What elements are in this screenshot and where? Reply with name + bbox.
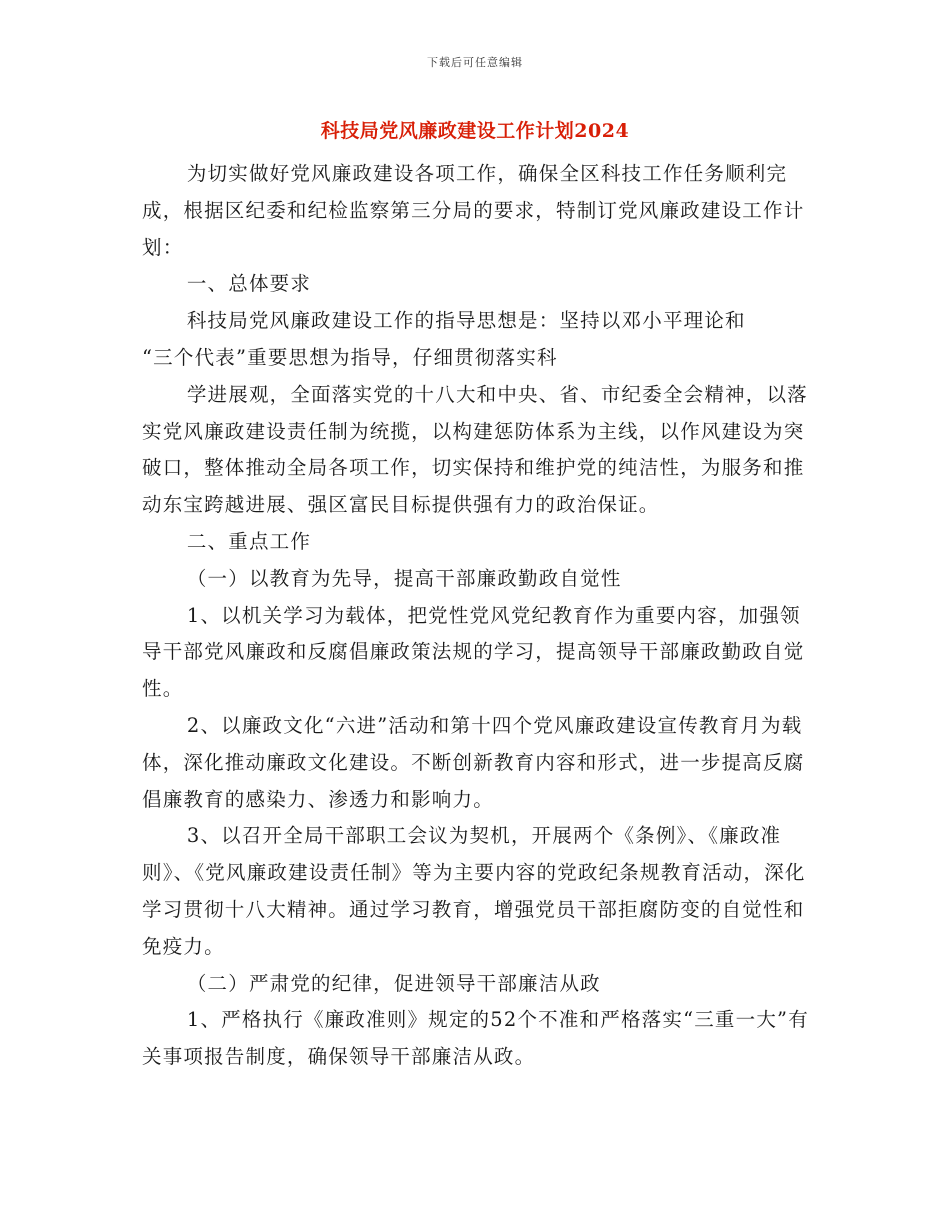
paragraph-item-2: 2、以廉政文化“六进”活动和第十四个党风廉政建设宣传教育月为载体，深化推动廉政文化建设。不断创新教育内容和形式，进一步提高反腐倡廉教育的感染力、渗透力和影响力。 [142, 713, 805, 811]
header-note: 下载后可任意编辑 [427, 56, 523, 69]
section-heading-overall-requirements: 一、总体要求 [186, 272, 312, 296]
paragraph-item-1: 1、以机关学习为载体，把党性党风党纪教育作为重要内容，加强领导干部党风廉政和反腐倡廉政策法规的学习，提高领导干部廉政勤政自觉性。 [142, 603, 805, 701]
section-heading-key-work: 二、重点工作 [186, 529, 312, 553]
paragraph-discipline-item-1: 1、严格执行《廉政准则》规定的52个不准和严格落实“三重一大”有关事项报告制度，确保领导干部廉洁从政。 [142, 1008, 809, 1069]
subsection-heading-education: （一）以教育为先导，提高干部廉政勤政自觉性 [186, 566, 622, 590]
document-title: 科技局党风廉政建设工作计划2024 [320, 120, 630, 142]
paragraph-item-3: 3、以召开全局干部职工会议为契机，开展两个《条例》、《廉政准则》、《党风廉政建设责任制》等为主要内容的党政纪条规教育活动，深化学习贯彻十八大精神。通过学习教育，增强党员干部拒腐防变的自觉性和免疫力。 [142, 824, 806, 958]
paragraph-intro: 为切实做好党风廉政建设各项工作，确保全区科技工作任务顺利完成，根据区纪委和纪检监察第三分局的要求，特制订党风廉政建设工作计划： [142, 162, 805, 259]
document-body [142, 156, 810, 1076]
subsection-heading-discipline: （二）严肃党的纪律，促进领导干部廉洁从政 [186, 971, 601, 995]
paragraph-development-view: 学进展观，全面落实党的十八大和中央、省、市纪委全会精神，以落实党风廉政建设责任制为统揽，以构建惩防体系为主线，以作风建设为突破口，整体推动全局各项工作，切实保持和维护党的纯洁性，为服务和推动东宝跨越进展、强区富民目标提供强有力的政治保证。 [142, 382, 808, 517]
paragraph-three-represents: “三个代表”重要思想为指导，仔细贯彻落实科 [142, 345, 558, 369]
paragraph-guiding-thought: 科技局党风廉政建设工作的指导思想是：坚持以邓小平理论和 [186, 309, 746, 333]
